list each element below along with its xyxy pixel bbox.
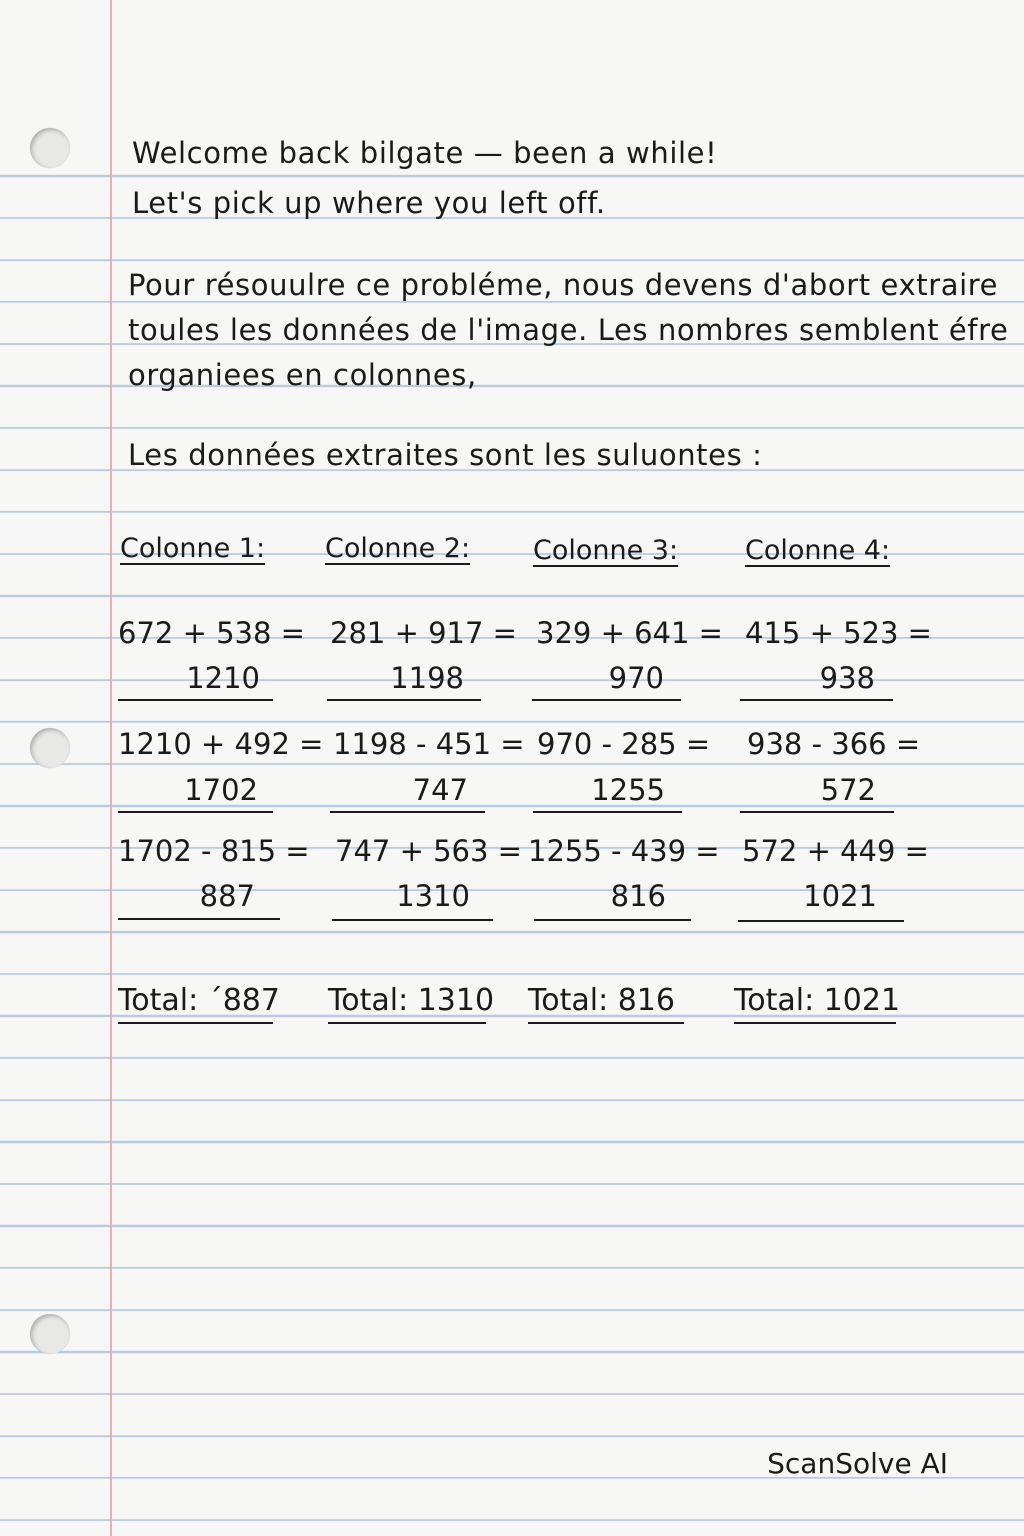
column-1-rule-3 (118, 918, 280, 920)
column-3-header: Colonne 3: (533, 535, 679, 566)
brand-signature: ScanSolve AI (767, 1447, 948, 1480)
extracted-data-label: Les données extraites sont les suluontes : (128, 438, 763, 472)
margin-line (110, 0, 112, 1536)
greeting-line-2: Let's pick up where you left off. (132, 186, 606, 220)
column-2-rule-2 (330, 811, 485, 813)
intro-line-3: organiees en colonnes, (128, 358, 477, 392)
column-3-rule-3 (534, 919, 691, 921)
column-4-result-1: 938 (819, 661, 875, 695)
column-4-result-3: 1021 (803, 879, 877, 913)
column-2-result-2: 747 (412, 773, 468, 807)
column-2-rule-1 (327, 699, 481, 701)
column-1-equation-2: 1210 + 492 = (118, 727, 324, 761)
column-2-equation-3: 747 + 563 = (335, 834, 522, 868)
column-2-total: Total: 1310 (328, 983, 486, 1024)
punch-hole-middle (30, 728, 70, 768)
column-4-equation-2: 938 - 366 = (747, 727, 921, 761)
intro-line-2: toules les données de l'image. Les nombres semblent éfre (128, 313, 1009, 347)
column-1-result-1: 1210 (186, 661, 260, 695)
column-1-equation-1: 672 + 538 = (118, 616, 305, 650)
page-header-area (0, 0, 1024, 135)
column-1-equation-3: 1702 - 815 = (118, 834, 310, 868)
column-1-total: Total: ´887 (118, 983, 273, 1024)
column-1-result-3: 887 (199, 879, 255, 913)
column-3-equation-1: 329 + 641 = (536, 616, 723, 650)
column-3-result-2: 1255 (591, 773, 665, 807)
column-4-total: Total: 1021 (734, 983, 896, 1024)
punch-hole-bottom (30, 1314, 70, 1354)
column-4-rule-2 (740, 811, 894, 813)
column-1-rule-1 (118, 699, 273, 701)
column-4-rule-3 (738, 920, 904, 922)
column-2-rule-3 (332, 919, 493, 921)
column-4-equation-1: 415 + 523 = (745, 616, 932, 650)
column-2-header: Colonne 2: (325, 533, 471, 564)
column-4-equation-3: 572 + 449 = (742, 834, 929, 868)
column-3-equation-3: 1255 - 439 = (528, 834, 720, 868)
column-3-rule-2 (533, 811, 682, 813)
column-4-header: Colonne 4: (745, 535, 891, 566)
column-3-rule-1 (532, 699, 681, 701)
column-3-equation-2: 970 - 285 = (537, 727, 711, 761)
column-1-rule-2 (118, 811, 273, 813)
column-3-result-1: 970 (608, 661, 664, 695)
column-4-result-2: 572 (820, 773, 876, 807)
column-2-result-3: 1310 (396, 879, 470, 913)
column-1-result-2: 1702 (184, 773, 258, 807)
column-4-rule-1 (740, 699, 893, 701)
column-3-result-3: 816 (610, 879, 666, 913)
column-2-result-1: 1198 (390, 661, 464, 695)
intro-line-1: Pour résouulre ce probléme, nous devens d'abort extraire (128, 268, 999, 302)
column-2-equation-1: 281 + 917 = (330, 616, 517, 650)
column-2-equation-2: 1198 - 451 = (333, 727, 525, 761)
punch-hole-top (30, 128, 70, 168)
greeting-line-1: Welcome back bilgate — been a while! (132, 136, 718, 170)
column-3-total: Total: 816 (528, 983, 684, 1024)
column-1-header: Colonne 1: (120, 533, 266, 564)
